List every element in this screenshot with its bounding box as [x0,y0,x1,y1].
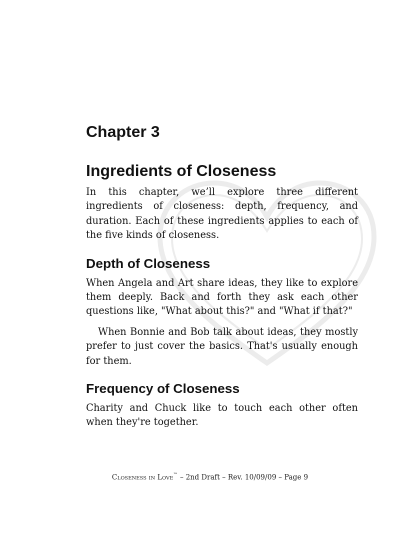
section-heading-depth: Depth of Closeness [86,255,211,271]
paragraph-bonnie-bob: When Bonnie and Bob talk about ideas, they mostly prefer to just cover the basics. That's usually enough for them. [86,326,358,367]
footer-book-title: Closeness in Love [111,473,174,482]
intro-paragraph: In this chapter, we’ll explore three different ingredients of closeness: depth, frequency, and duration. Each of these ingredients applies to each of the five kinds of closeness. [86,187,358,242]
chapter-label: Chapter 3 [86,124,160,141]
footer-trademark: ™ [173,473,178,478]
footer-details: – 2nd Draft – Rev. 10/09/09 – Page 9 [177,473,309,482]
paragraph-charity-chuck: Charity and Chuck like to touch each other often when they're together. [86,403,358,429]
paragraph-angela-art: When Angela and Art share ideas, they like to explore them deeply. Back and forth they ask each other questions like, "What about this?" and "What if that?" [86,277,358,318]
page-footer [0,473,420,481]
chapter-title: Ingredients of Closeness [86,163,277,180]
page-body [86,124,358,431]
section-heading-frequency: Frequency of Closeness [86,381,240,397]
